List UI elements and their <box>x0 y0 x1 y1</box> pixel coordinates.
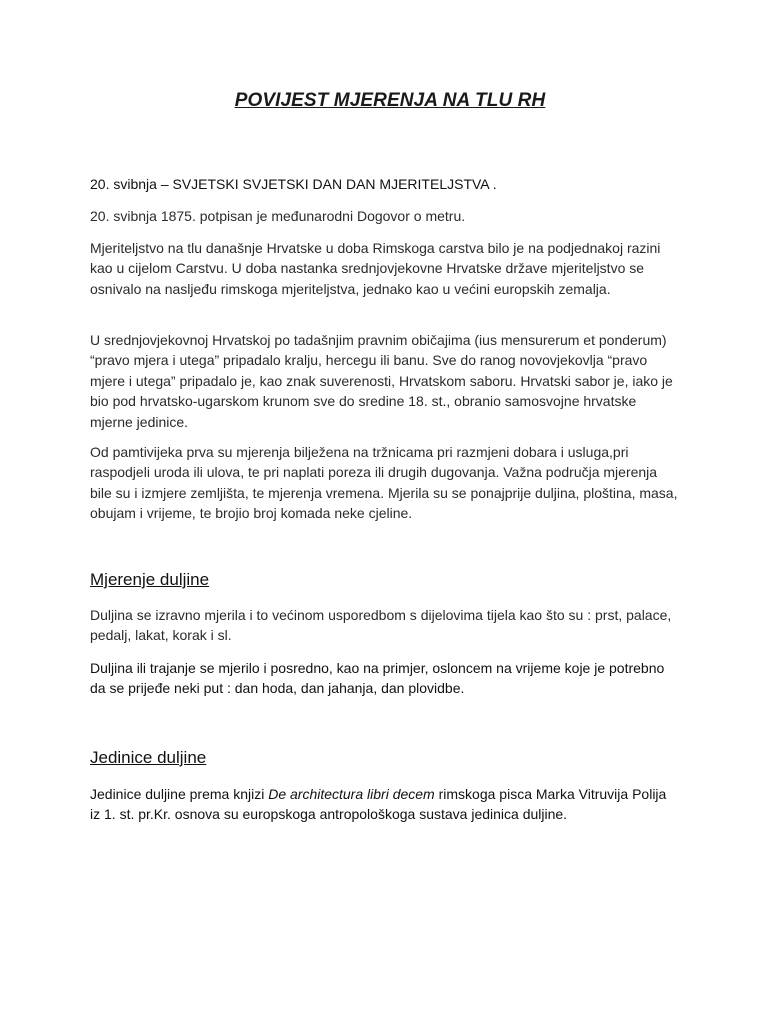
section-heading-length-measurement: Mjerenje duljine <box>90 570 210 589</box>
paragraph-indirect-length: Duljina ili trajanje se mjerilo i posredno, kao na primjer, osloncem na vrijeme koje je potrebno da se prijeđe neki put : dan hoda, dan jahanja, dan plovidbe. <box>90 660 665 697</box>
document-page <box>90 0 690 1024</box>
paragraph-medieval-law: U srednjovjekovnoj Hrvatskoj po tadašnjim pravnim običajima (ius mensurerum et ponderum) “pravo mjera i utega” pripadalo kralju, hercegu ili banu. Sve do ranog novovjekovlja “pravo mjere i utega” pripadalo je, kao znak suverenosti, Hrvatskom saboru. Hrvatski sabor je, iako je bio pod hrvatsko-ugarskom krunom sve do sredine 18. st., obranio samosvojne hrvatske mjerne jedinice. <box>90 332 673 430</box>
paragraph-direct-length: Duljina se izravno mjerila i to većinom usporedbom s dijelovima tijela kao što su : prst, palace, pedalj, lakat, korak i sl. <box>90 607 672 644</box>
paragraph-vitruvius <box>90 784 680 825</box>
paragraph-early-measurements: Od pamtivijeka prva su mjerenja bilježena na tržnicama pri razmjeni dobara i usluga,pri raspodjeli uroda ili ulova, te pri naplati poreza ili drugih dugovanja. Važna područja mjerenja bile su i izmjere zemljišta, te mjerenja vremena. Mjerila su se ponajprije duljina, ploština, masa, obujam i vrijeme, te brojio broj komada neke cjeline. <box>90 444 678 522</box>
vitruvius-text-end: rimskoga pisca Marka Vitruvija Polija iz 1. st. pr.Kr. osnova su europskoga antropološkoga sustava jedinica duljine. <box>90 786 667 823</box>
paragraph-roman-metrology: Mjeriteljstvo na tlu današnje Hrvatske u doba Rimskoga carstva bilo je na podjednakoj razini kao u cijelom Carstvu. U doba nastanka srednjovjekovne Hrvatske države mjeriteljstvo se osnivalo na nasljeđu rimskoga mjeriteljstva, jednako kao u većini europskih zemalja. <box>90 240 661 297</box>
section-heading-length-units: Jedinice duljine <box>90 748 207 767</box>
book-title: De architectura libri decem <box>268 786 435 802</box>
page-title: POVIJEST MJERENJA NA TLU RH <box>234 90 546 111</box>
paragraph-metre-convention: 20. svibnja 1875. potpisan je međunarodni Dogovor o metru. <box>90 208 466 224</box>
paragraph-world-metrology-day: 20. svibnja – SVJETSKI SVJETSKI DAN DAN MJERITELJSTVA . <box>90 176 497 192</box>
vitruvius-text-start: Jedinice duljine prema knjizi <box>90 786 269 802</box>
